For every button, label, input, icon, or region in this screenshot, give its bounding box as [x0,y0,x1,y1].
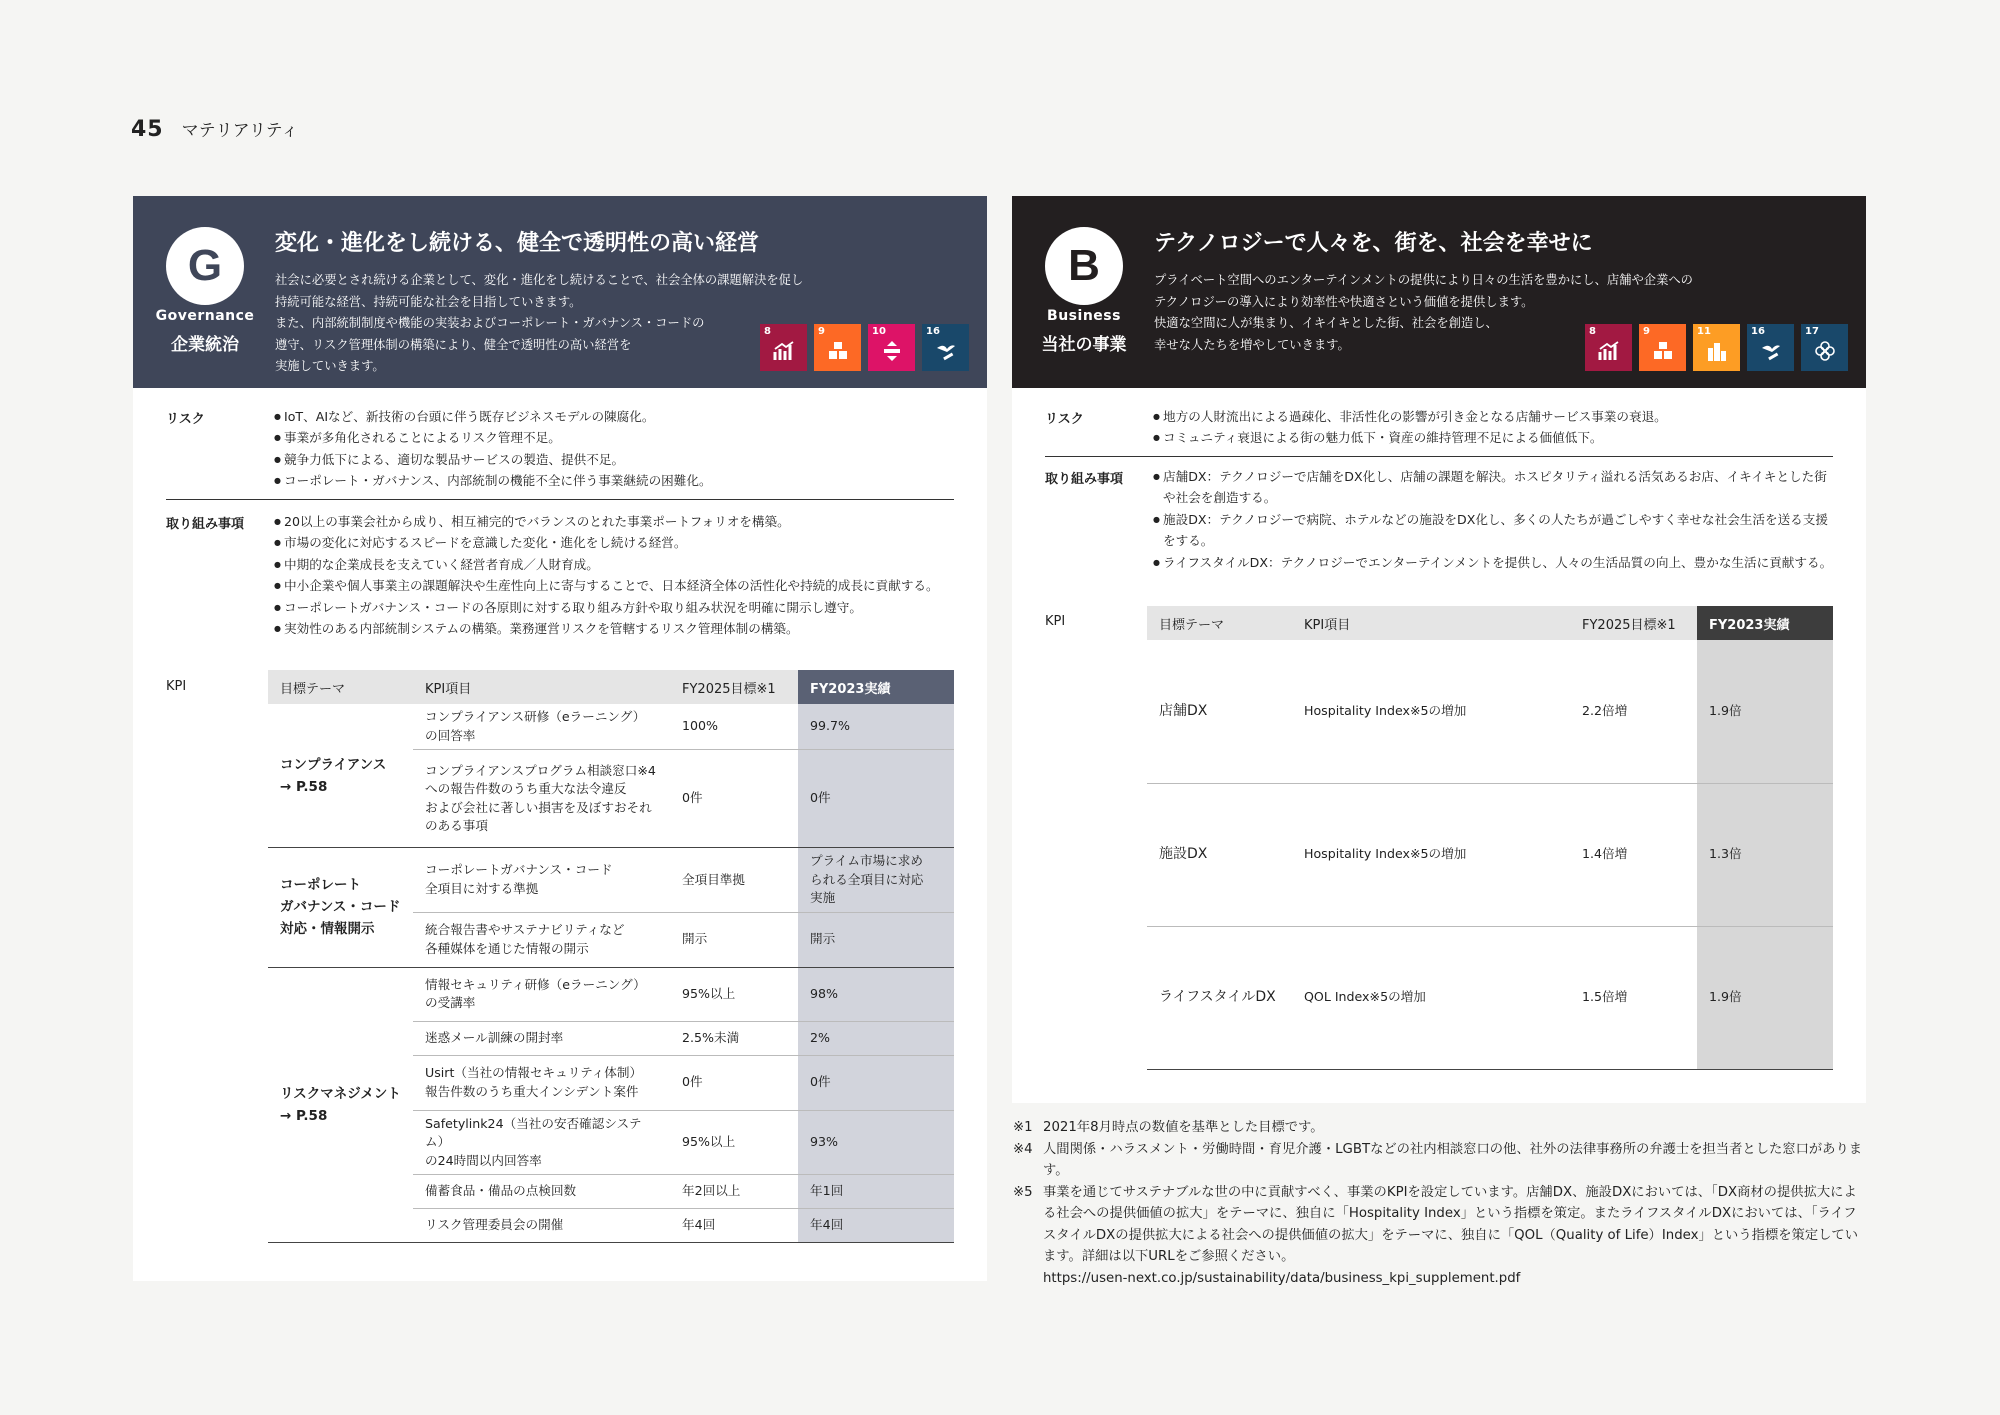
action-item: ● 店舗DX：テクノロジーで店舗をDX化し、店舗の課題を解決。ホスピタリティ溢れる活気あるお店、イキイキとした街や社会を創造する。 [1153,466,1833,509]
business-panel [1012,196,1866,1103]
kpi-item: 統合報告書やサステナビリティなど 各種媒体を通じた情報の開示 [413,912,670,967]
actions-list [1153,456,1833,573]
kpi-theme: 施設DX [1147,783,1292,926]
kpi-target: 95%以上 [670,1110,798,1175]
col-target: FY2025目標※1 [670,670,798,704]
kpi-target: 開示 [670,912,798,967]
badge-japanese-label: 企業統治 [171,335,239,355]
sdg-goal-10 [868,324,915,371]
sdg-number: 9 [818,326,825,337]
footnote-url[interactable]: https://usen-next.co.jp/sustainability/data/business_kpi_supplement.pdf [1043,1270,1521,1286]
kpi-actual: 98% [798,967,954,1021]
action-item: ● 中期的な企業成長を支えていく経営者育成／人財育成。 [274,554,939,575]
risk-section [166,396,954,492]
dove-gavel-icon [1760,340,1782,362]
sdg-number: 16 [926,326,940,337]
kpi-actual: 93% [798,1110,954,1175]
footnote-text: 人間関係・ハラスメント・労働時間・育児介護・LGBTなどの社内相談窓口の他、社外の法律事務所の弁護士を担当者とした窓口があります。 [1043,1141,1863,1178]
industry-blocks-icon [1652,340,1674,362]
col-theme: 目標テーマ [268,670,413,704]
sdg-icons [1585,324,1848,371]
partnership-flower-icon [1814,340,1836,362]
table-row [1147,926,1833,1069]
kpi-target: 0件 [670,1055,798,1110]
business-header [1012,196,1866,388]
kpi-theme: コーポレート ガバナンス・コード 対応・情報開示 [268,848,413,968]
kpi-target: 1.5倍増 [1570,926,1697,1069]
kpi-actual: プライム市場に求め られる全項目に対応 実施 [798,848,954,913]
kpi-item: Usirt（当社の情報セキュリティ体制） 報告件数のうち重大インシデント案件 [413,1055,670,1110]
kpi-actual: 開示 [798,912,954,967]
kpi-target: 1.4倍増 [1570,783,1697,926]
sdg-goal-16 [922,324,969,371]
kpi-theme: ライフスタイルDX [1147,926,1292,1069]
panel-title: 変化・進化をし続ける、健全で透明性の高い経営 [275,231,760,256]
desc-line: また、内部統制制度や機能の実装およびコーポレート・ガバナンス・コードの [275,316,705,330]
badge-english-label: Business [1047,308,1121,324]
desc-line: 社会に必要とされ続ける企業として、変化・進化をし続けることで、社会全体の課題解決を促し [275,273,804,287]
growth-chart-icon [773,340,795,362]
actions-list [274,501,939,639]
kpi-target: 全項目準拠 [670,848,798,913]
kpi-target: 2.2倍増 [1570,640,1697,783]
desc-line: プライベート空間へのエンターテインメントの提供により日々の生活を豊かにし、店舗や企業への [1154,273,1693,287]
table-row [268,848,954,913]
kpi-actual: 年4回 [798,1209,954,1243]
governance-kpi-table [268,670,954,1243]
sdg-number: 9 [1643,326,1650,337]
action-item: ● コーポレートガバナンス・コードの各原則に対する取り組み方針や取り組み状況を明確に開示し遵守。 [274,597,939,618]
panel-description [275,270,803,378]
risk-item: ● 競争力低下による、適切な製品サービスの製造、提供不足。 [274,449,712,470]
table-row [1147,640,1833,783]
governance-badge: G [166,227,244,305]
action-item: ● 実効性のある内部統制システムの構築。業務運営リスクを管轄するリスク管理体制の構築。 [274,618,939,639]
sdg-number: 8 [764,326,771,337]
kpi-actual: 1.3倍 [1697,783,1833,926]
growth-chart-icon [1598,340,1620,362]
kpi-item: Hospitality Index※5の増加 [1292,783,1570,926]
col-item: KPI項目 [1292,606,1570,640]
governance-header [133,196,987,388]
desc-line: テクノロジーの導入により効率性や快適さという価値を提供します。 [1154,294,1534,309]
kpi-actual: 年1回 [798,1175,954,1209]
kpi-item: コーポレートガバナンス・コード 全項目に対する準拠 [413,848,670,913]
kpi-target: 100% [670,704,798,750]
sdg-goal-8 [760,324,807,371]
sdg-goal-9 [1639,324,1686,371]
kpi-label: KPI [1045,614,1066,629]
risk-label: リスク [1045,412,1084,427]
kpi-actual: 0件 [798,1055,954,1110]
business-badge: B [1045,227,1123,305]
action-item: ● 中小企業や個人事業主の課題解決や生産性向上に寄与することで、日本経済全体の活性化や持続的成長に貢献する。 [274,575,939,596]
desc-line: 幸せな人たちを増やしていきます。 [1154,337,1350,352]
kpi-target: 年2回以上 [670,1175,798,1209]
sdg-number: 10 [872,326,886,337]
actions-section [166,501,954,639]
kpi-target: 2.5%未満 [670,1021,798,1055]
kpi-theme: コンプライアンス → P.58 [268,704,413,848]
actions-section [1045,456,1833,573]
badge-japanese-label: 当社の事業 [1041,335,1127,355]
divider [166,499,954,500]
risk-item: ● コミュニティ衰退による街の魅力低下・資産の維持管理不足による価値低下。 [1153,427,1667,448]
col-actual: FY2023実績 [798,670,954,704]
action-item: ● 施設DX：テクノロジーで病院、ホテルなどの施設をDX化し、多くの人たちが過ごしやすく幸せな社会生活を送る支援をする。 [1153,509,1833,552]
city-icon [1706,340,1728,362]
sdg-number: 11 [1697,326,1711,337]
page-section-title: マテリアリティ [181,121,299,141]
page-number: 45 [131,117,164,142]
footnote [1013,1117,1868,1139]
desc-line: 実施していきます。 [275,359,385,373]
kpi-actual: 0件 [798,750,954,848]
kpi-target: 年4回 [670,1209,798,1243]
kpi-item: コンプライアンスプログラム相談窓口※4 への報告件数のうち重大な法令違反 および会社に著しい損害を及ぼすおそれ のある事項 [413,750,670,848]
risk-item: ● IoT、AIなど、新技術の台頭に伴う既存ビジネスモデルの陳腐化。 [274,406,712,427]
sdg-goal-9 [814,324,861,371]
sdg-goal-8 [1585,324,1632,371]
sdg-icons [760,324,969,371]
kpi-theme: リスクマネジメント → P.58 [268,967,413,1243]
kpi-item: QOL Index※5の増加 [1292,926,1570,1069]
risk-section [1045,396,1833,449]
kpi-target: 95%以上 [670,967,798,1021]
footnote [1013,1182,1868,1268]
industry-blocks-icon [827,340,849,362]
col-item: KPI項目 [413,670,670,704]
risk-item: ● 事業が多角化されることによるリスク管理不足。 [274,427,712,448]
kpi-actual: 1.9倍 [1697,926,1833,1069]
footnote-text: 事業を通じてサステナブルな世の中に貢献すべく、事業のKPIを設定しています。店舗DX、施設DXにおいては、「DX商材の提供拡大による社会への提供価値の拡大」をテーマに、独自に「Hospitality Index」という指標を策定。またライフスタイルDXにおいては、「ライフスタイルDXの提供拡大による社会への提供価値の拡大」をテーマに、独自に「QOL（Quality of Life）Index」という指標を策定しています。詳細は以下URLをご参照ください。 [1043,1184,1859,1264]
kpi-actual: 2% [798,1021,954,1055]
footnotes [1013,1117,1868,1289]
kpi-actual: 1.9倍 [1697,640,1833,783]
page-header [131,116,298,142]
kpi-actual: 99.7% [798,704,954,750]
actions-label: 取り組み事項 [166,517,245,532]
risk-item: ● 地方の人財流出による過疎化、非活性化の影響が引き金となる店舗サービス事業の衰退。 [1153,406,1667,427]
col-target: FY2025目標※1 [1570,606,1697,640]
footnote-mark: ※5 [1013,1184,1033,1200]
action-item: ● 20以上の事業会社から成り、相互補完的でバランスのとれた事業ポートフォリオを構築。 [274,511,939,532]
kpi-item: 情報セキュリティ研修（eラーニング） の受講率 [413,967,670,1021]
col-theme: 目標テーマ [1147,606,1292,640]
table-row [268,704,954,750]
business-kpi-table [1147,606,1833,1070]
footnote-mark: ※4 [1013,1141,1033,1157]
risk-item: ● コーポレート・ガバナンス、内部統制の機能不全に伴う事業継続の困難化。 [274,470,712,491]
equality-icon [881,340,903,362]
badge-english-label: Governance [155,308,255,324]
table-row [1147,783,1833,926]
kpi-item: Hospitality Index※5の増加 [1292,640,1570,783]
actions-label: 取り組み事項 [1045,472,1124,487]
kpi-target: 0件 [670,750,798,848]
kpi-item: リスク管理委員会の開催 [413,1209,670,1243]
sdg-goal-16 [1747,324,1794,371]
action-item: ● ライフスタイルDX：テクノロジーでエンターテインメントを提供し、人々の生活品質の向上、豊かな生活に貢献する。 [1153,552,1833,573]
risk-list [274,396,712,492]
risk-label: リスク [166,412,205,427]
risk-list [1153,396,1667,449]
kpi-theme: 店舗DX [1147,640,1292,783]
panel-title: テクノロジーで人々を、街を、社会を幸せに [1154,231,1593,256]
governance-panel [133,196,987,1281]
kpi-label: KPI [166,679,187,694]
sdg-number: 16 [1751,326,1765,337]
table-row [268,967,954,1021]
sdg-goal-17 [1801,324,1848,371]
col-actual: FY2023実績 [1697,606,1833,640]
sdg-number: 17 [1805,326,1819,337]
kpi-item: 迷惑メール訓練の開封率 [413,1021,670,1055]
dove-gavel-icon [935,340,957,362]
footnote-text: 2021年8月時点の数値を基準とした目標です。 [1043,1120,1324,1135]
kpi-item: Safetylink24（当社の安否確認システム） の24時間以内回答率 [413,1110,670,1175]
sdg-number: 8 [1589,326,1596,337]
action-item: ● 市場の変化に対応するスピードを意識した変化・進化をし続ける経営。 [274,532,939,553]
footnote [1013,1139,1868,1182]
desc-line: 快適な空間に人が集まり、イキイキとした街、社会を創造し、 [1154,316,1498,330]
kpi-item: コンプライアンス研修（eラーニング） の回答率 [413,704,670,750]
footnote-mark: ※1 [1013,1120,1033,1135]
sdg-goal-11 [1693,324,1740,371]
desc-line: 持続可能な経営、持続可能な社会を目指していきます。 [275,294,582,309]
desc-line: 遵守、リスク管理体制の構築により、健全で透明性の高い経営を [275,337,632,352]
kpi-item: 備蓄食品・備品の点検回数 [413,1175,670,1209]
